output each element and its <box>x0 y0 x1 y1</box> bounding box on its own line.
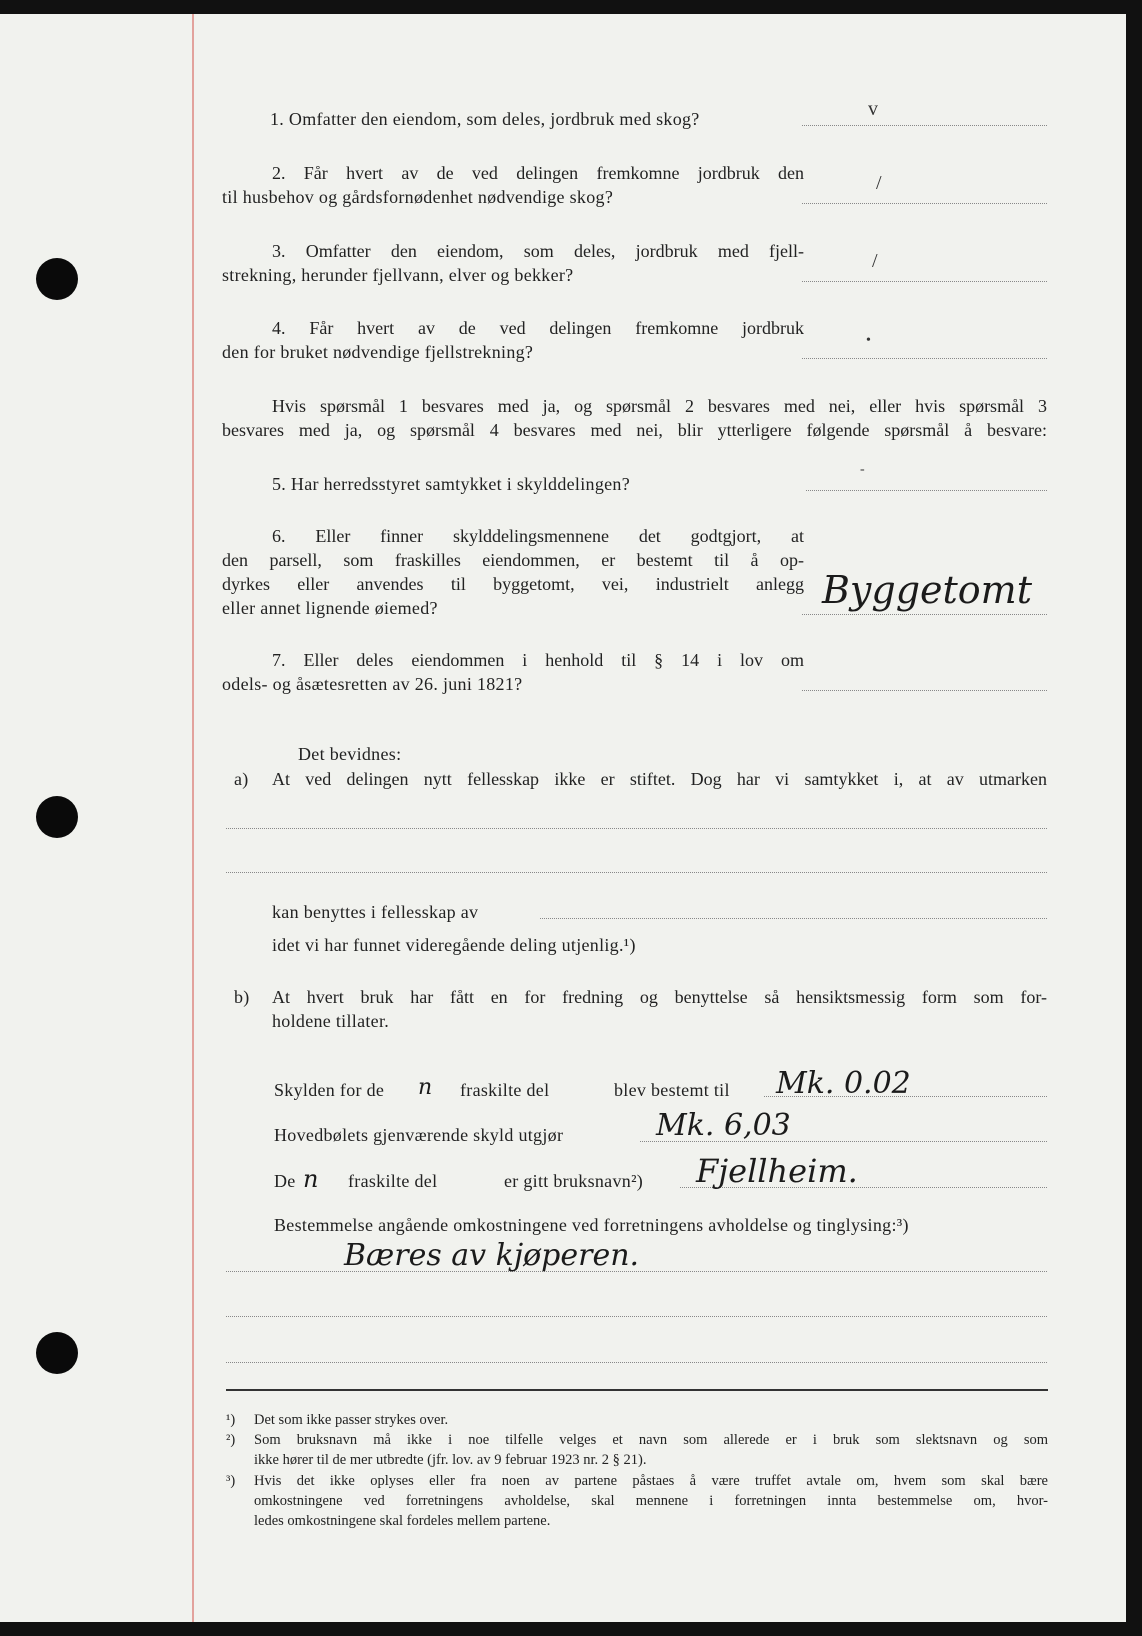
question-5: 5. Har herredsstyret samtykket i skylddelingen? <box>272 474 631 494</box>
margin-line <box>192 14 194 1622</box>
farm-name-value: Fjellheim. <box>696 1152 858 1190</box>
fill-line <box>226 872 1047 873</box>
question-4-line2: den for bruket nødvendige fjellstrekning? <box>222 342 534 362</box>
question-7-line1: 7. Eller deles eiendommen i henhold til § 14 i lov om <box>272 650 804 670</box>
answer-line <box>806 490 1047 491</box>
footnote-1: Det som ikke passer strykes over. <box>254 1412 449 1428</box>
section-heading: Det bevidnes: <box>298 744 402 764</box>
question-2-line1: 2. Får hvert av de ved delingen fremkomne jordbruk den <box>272 163 804 183</box>
skyld-line3-n: n <box>303 1165 319 1193</box>
answer-line <box>802 281 1047 282</box>
cost-provision-value: Bæres av kjøperen. <box>344 1238 640 1273</box>
punch-hole <box>36 1332 78 1374</box>
item-a-text: At ved delingen nytt fellesskap ikke er stiftet. Dog har vi samtykket i, at av utmarken <box>272 769 1047 789</box>
question-2-line2: til husbehov og gårdsfornødenhet nødvendige skog? <box>222 187 614 207</box>
answer-mark-5: - <box>860 462 865 477</box>
question-6-line1: 6. Eller finner skylddelingsmennene det godtgjort, at <box>272 526 804 546</box>
answer-line <box>802 125 1047 126</box>
fill-line <box>226 828 1047 829</box>
question-4-line1: 4. Får hvert av de ved delingen fremkomne jordbruk <box>272 318 804 338</box>
question-6-line4: eller annet lignende øiemed? <box>222 598 438 618</box>
item-b-text: At hvert bruk har fått en for fredning og benyttelse så hensiktsmessig form som for- <box>272 987 1047 1007</box>
fill-line <box>226 1362 1047 1363</box>
footnote-3-mark: ³) <box>226 1473 236 1489</box>
footnote-2-mark: ²) <box>226 1432 236 1448</box>
skyld-value: Mk. 0.02 <box>776 1066 911 1101</box>
footnote-2-line2: ikke hører til de mer utbredte (jfr. lov. av 9 februar 1923 nr. 2 § 21). <box>254 1452 647 1468</box>
condition-line2: besvares med ja, og spørsmål 4 besvares med nei, blir ytterligere følgende spørsmål å besvare: <box>222 420 1047 440</box>
skyld-line1-n: n <box>418 1075 433 1100</box>
punch-hole <box>36 258 78 300</box>
item-b-text2: holdene tillater. <box>272 1011 390 1031</box>
answer-mark-4: • <box>866 333 871 348</box>
skyld-line3-a: De <box>274 1171 296 1191</box>
answer-line <box>802 358 1047 359</box>
footnote-3-line2: omkostningene ved forretningens avholdelse, skal mennene i forretningen innta bestemmelse om, hvor- <box>254 1493 1048 1509</box>
cost-provision-label: Bestemmelse angående omkostningene ved forretningens avholdelse og tinglysing:³) <box>274 1215 909 1235</box>
footnote-3-line1: Hvis det ikke oplyses eller fra noen av partene påstaes å være truffet avtale om, hvem som skal bære <box>254 1473 1048 1489</box>
condition-line1: Hvis spørsmål 1 besvares med ja, og spørsmål 2 besvares med nei, eller hvis spørsmål 3 <box>272 396 1047 416</box>
question-6-line3: dyrkes eller anvendes til byggetomt, vei, industrielt anlegg <box>222 574 804 594</box>
fill-line <box>226 1316 1047 1317</box>
question-3-line2: strekning, herunder fjellvann, elver og bekker? <box>222 265 574 285</box>
answer-line <box>802 614 1047 615</box>
footnote-1-mark: ¹) <box>226 1412 236 1428</box>
footnote-2-line1: Som bruksnavn må ikke i noe tilfelle velges et navn som allerede er i bruk som slektsnavn og som <box>254 1432 1048 1448</box>
skyld-line2: Hovedbølets gjenværende skyld utgjør <box>274 1125 564 1145</box>
item-b-label: b) <box>234 987 250 1007</box>
question-1: 1. Omfatter den eiendom, som deles, jordbruk med skog? <box>270 109 700 129</box>
footnote-divider <box>226 1389 1048 1391</box>
fill-line <box>540 918 1047 919</box>
answer-mark-1: v <box>868 98 878 120</box>
punch-hole <box>36 796 78 838</box>
question-6-line2: den parsell, som fraskilles eiendommen, er bestemt til å op- <box>222 550 804 570</box>
answer-mark-3: / <box>872 250 878 272</box>
skyld-line1-a: Skylden for de <box>274 1080 385 1100</box>
skyld-line3-c: er gitt bruksnavn²) <box>504 1171 644 1191</box>
skyld-line1-c: blev bestemt til <box>614 1080 730 1100</box>
question-7-line2: odels- og åsætesretten av 26. juni 1821? <box>222 674 523 694</box>
item-a-label: a) <box>234 769 249 789</box>
skyld-line3-b: fraskilte del <box>348 1171 438 1191</box>
footnote-3-line3: ledes omkostningene skal fordeles mellem partene. <box>254 1513 551 1529</box>
answer-mark-2: / <box>876 172 882 194</box>
item-a-line2: kan benyttes i fellesskap av <box>272 902 479 922</box>
scan-edge <box>1126 0 1142 1636</box>
answer-handwriting-6: Byggetomt <box>822 568 1032 612</box>
answer-line <box>802 690 1047 691</box>
answer-line <box>802 203 1047 204</box>
item-a-line3: idet vi har funnet videregående deling utjenlig.¹) <box>272 935 636 955</box>
remaining-skyld-value: Mk. 6,03 <box>656 1108 791 1143</box>
question-3-line1: 3. Omfatter den eiendom, som deles, jordbruk med fjell- <box>272 241 804 261</box>
skyld-line1-b: fraskilte del <box>460 1080 550 1100</box>
